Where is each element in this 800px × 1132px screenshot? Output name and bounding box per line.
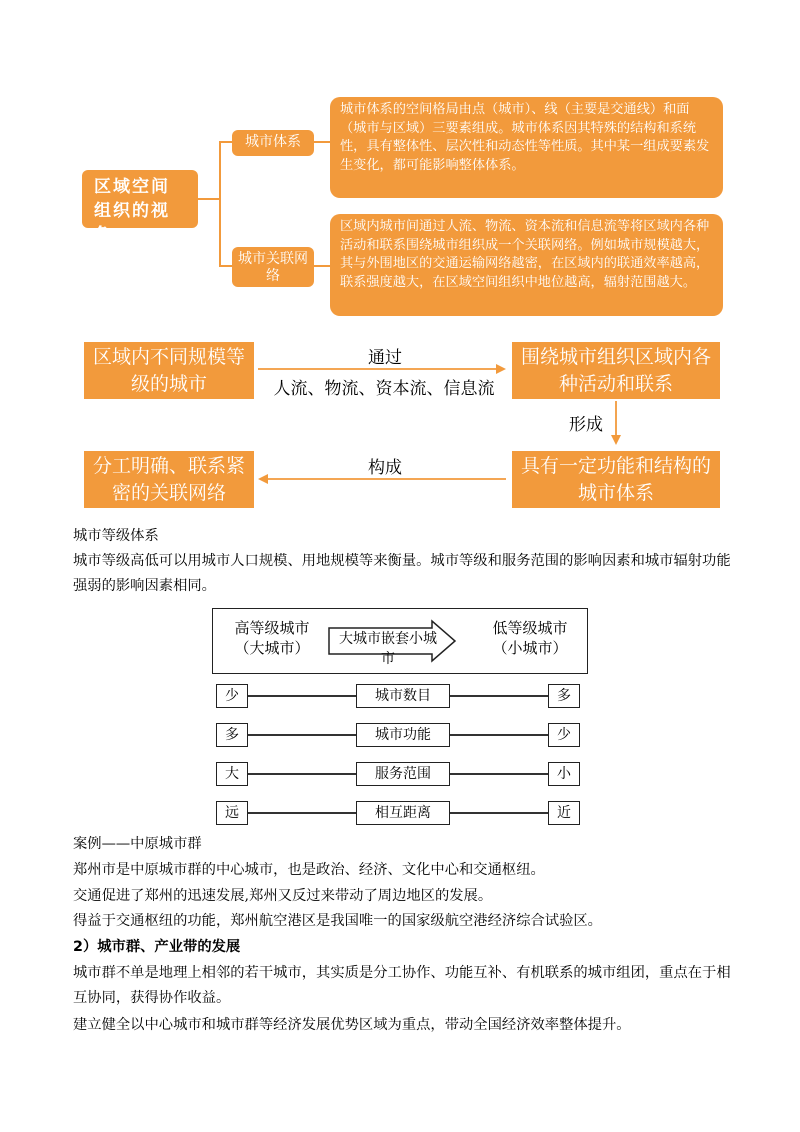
- mindmap-city-network-text: 区域内城市间通过人流、物流、资本流和信息流等将区域内各种活动和联系围绕城市组织成一个关联网络。例如城市规模越大，其与外围地区的交通运输网络越密，在区域内的联通效率越高，联系强度越大，在区域空间组织中地位越高，辐射范围越大。: [330, 214, 723, 316]
- row-2-left: 多: [216, 723, 248, 747]
- case-line-3: 得益于交通枢纽的功能，郑州航空港区是我国唯一的国家级航空港经济综合试验区。: [73, 913, 602, 929]
- row-2-center: 城市功能: [356, 723, 450, 747]
- flow-box-cities: 区域内不同规模等级的城市: [84, 342, 254, 399]
- high-level-city-title: 高等级城市: [234, 619, 310, 637]
- paragraph-central-cities: 建立健全以中心城市和城市群等经济发展优势区域为重点，带动全国经济效率整体提升。: [73, 1017, 631, 1033]
- flow-label-constitute: 构成: [368, 458, 402, 478]
- mindmap-city-system-text: 城市体系的空间格局由点（城市）、线（主要是交通线）和面（城市与区域）三要素组成。城市体系因其特殊的结构和系统性，具有整体性、层次性和动态性等性质。其中某一组成要素发生变化，都可能影响整体体系。: [330, 97, 723, 198]
- flow-box-network: 分工明确、联系紧密的关联网络: [84, 451, 254, 508]
- paragraph-city-hierarchy: 城市等级高低可以用城市人口规模、用地规模等来衡量。城市等级和服务范围的影响因素和城市辐射功能强弱的影响因素相同。: [73, 553, 731, 594]
- hierarchy-diagram: [210, 605, 592, 827]
- high-level-city-subtitle: （大城市）: [234, 639, 310, 657]
- section-heading-city-hierarchy: 城市等级体系: [73, 528, 159, 544]
- row-1-right: 多: [548, 684, 580, 708]
- row-3-left: 大: [216, 762, 248, 786]
- flow-box-organize: 围绕城市组织区域内各种活动和联系: [512, 342, 720, 399]
- flow-box-city-system: 具有一定功能和结构的城市体系: [512, 451, 720, 508]
- low-level-city-title: 低等级城市: [492, 619, 568, 637]
- mindmap-root: 区域空间组织的视角: [82, 170, 198, 228]
- case-title: 案例——中原城市群: [73, 836, 202, 852]
- flow-label-form: 形成: [569, 415, 603, 435]
- mindmap-branch-city-network: 城市关联网络: [232, 247, 314, 287]
- row-4-left: 远: [216, 801, 248, 825]
- row-3-right: 小: [548, 762, 580, 786]
- case-line-1: 郑州市是中原城市群的中心城市，也是政治、经济、文化中心和交通枢纽。: [73, 862, 545, 878]
- mindmap-branch-city-system: 城市体系: [232, 130, 314, 156]
- row-1-left: 少: [216, 684, 248, 708]
- row-4-right: 近: [548, 801, 580, 825]
- row-4-center: 相互距离: [356, 801, 450, 825]
- low-level-city-label: [478, 618, 582, 658]
- case-line-2: 交通促进了郑州的迅速发展,郑州又反过来带动了周边地区的发展。: [73, 888, 493, 904]
- low-level-city-subtitle: （小城市）: [492, 639, 568, 657]
- row-1-center: 城市数目: [356, 684, 450, 708]
- row-3-center: 服务范围: [356, 762, 450, 786]
- high-level-city-label: [224, 618, 320, 658]
- row-2-right: 少: [548, 723, 580, 747]
- nesting-arrow-label: 大城市嵌套小城市: [339, 631, 437, 667]
- paragraph-urban-agglomeration: 城市群不单是地理上相邻的若干城市，其实质是分工协作、功能互补、有机联系的城市组团，重点在于相互协同，获得协作收益。: [73, 965, 731, 1006]
- flow-label-flows: 人流、物流、资本流、信息流: [273, 379, 495, 399]
- section-heading-urban-agglomeration: 2）城市群、产业带的发展: [73, 939, 241, 955]
- flow-label-through: 通过: [368, 348, 402, 368]
